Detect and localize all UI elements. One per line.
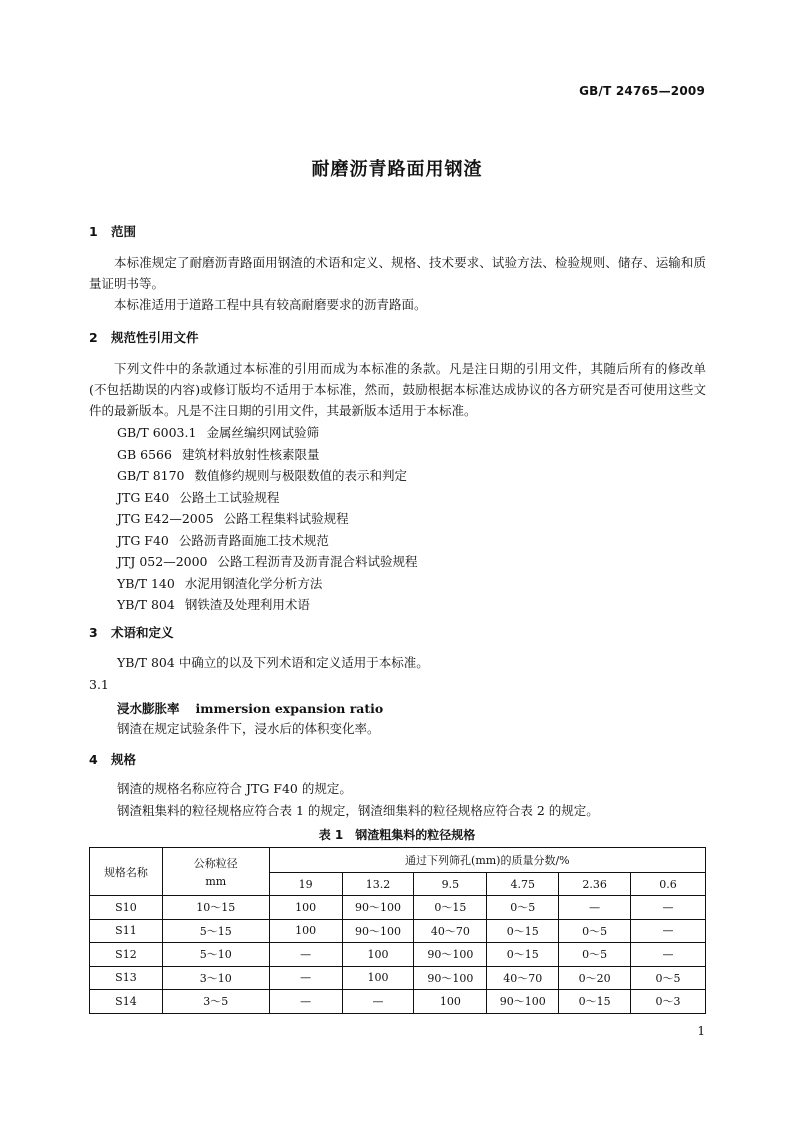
reference-code: JTG F40 [117,532,169,548]
value-cell: — [631,943,706,967]
reference-title: 公路沥青路面施工技术规范 [178,532,329,548]
value-cell: 40～70 [414,919,487,943]
sieve-size: 0.6 [631,873,706,896]
section-heading-references [89,330,199,346]
value-cell: 90～100 [342,896,414,920]
term-entry [117,699,383,717]
section-title: 术语和定义 [111,625,174,640]
sieve-size: 9.5 [414,873,487,896]
value-cell: 90～100 [414,966,487,990]
reference-code: JTJ 052—2000 [117,554,208,569]
reference-item [117,530,418,552]
value-cell: 0～20 [559,966,631,990]
reference-title: 公路工程集料试验规程 [223,511,349,526]
spec-name-cell: S11 [90,919,163,943]
section-number: 4 [89,752,98,767]
reference-title: 建筑材料放射性核素限量 [181,446,320,462]
value-cell: 0～15 [559,990,631,1014]
value-cell: — [269,990,342,1014]
reference-item [117,573,418,595]
term-chinese: 浸水膨胀率 [117,701,180,716]
term-number: 3.1 [89,677,109,692]
reference-code: GB/T 6003.1 [117,425,197,440]
reference-title: 公路土工试验规程 [179,489,280,505]
reference-code: JTG E40 [117,489,170,505]
section-title: 规格 [111,752,137,767]
value-cell: 0～15 [414,896,487,920]
reference-title: 金属丝编织网试验筛 [206,425,319,440]
term-definition: 钢渣在规定试验条件下，浸水后的体积变化率。 [117,721,380,736]
value-cell: 0～15 [487,943,559,967]
terms-intro: YB/T 804 中确立的以及下列术语和定义适用于本标准。 [117,655,429,670]
value-cell: — [269,966,342,990]
section-heading-spec [89,752,136,768]
document-title: 耐磨沥青路面用钢渣 [311,159,483,180]
term-english: immersion expansion ratio [195,701,384,716]
reference-item [117,508,418,530]
value-cell: 100 [269,919,342,943]
reference-list [117,422,418,616]
reference-item [117,444,418,466]
value-cell: 0～5 [631,966,706,990]
table-row [90,943,706,967]
value-cell: 100 [414,990,487,1014]
header-size-unit: mm [205,875,227,888]
value-cell: 90～100 [414,943,487,967]
value-cell: 0～15 [487,919,559,943]
table-caption-text: 钢渣粗集料的粒径规格 [355,828,476,842]
section-heading-scope [89,224,136,240]
value-cell: — [631,896,706,920]
page-number: 1 [697,1024,705,1038]
value-cell: 90～100 [487,990,559,1014]
spec-line-2: 钢渣粗集料的粒径规格应符合表 1 的规定，钢渣细集料的粒径规格应符合表 2 的规定。 [117,803,599,818]
table-row [90,966,706,990]
size-cell: 3～5 [162,990,269,1014]
spec-line-1: 钢渣的规格名称应符合 JTG F40 的规定。 [117,781,352,796]
scope-paragraph-2: 本标准适用于道路工程中具有较高耐磨要求的沥青路面。 [114,297,427,312]
reference-item [117,422,418,444]
section-heading-terms [89,625,174,641]
section-number: 3 [89,625,98,640]
header-size-label: 公称粒径 [193,857,238,870]
reference-code: GB/T 8170 [117,468,185,483]
spec-name-cell: S10 [90,896,163,920]
standard-code: GB/T 24765—2009 [579,84,705,98]
value-cell: 0～3 [631,990,706,1014]
header-spec-name: 规格名称 [90,848,163,896]
value-cell: 0～5 [559,943,631,967]
reference-title: 数值修约规则与极限数值的表示和判定 [194,468,408,483]
table-label: 表 1 [318,828,344,842]
table-row [90,896,706,920]
value-cell: — [269,943,342,967]
reference-item [117,487,418,509]
reference-code: YB/T 140 [117,575,175,591]
reference-item [117,594,418,616]
value-cell: 0～5 [559,919,631,943]
reference-code: JTG E42—2005 [117,511,214,526]
sieve-size: 19 [269,873,342,896]
size-cell: 3～10 [162,966,269,990]
spec-name-cell: S13 [90,966,163,990]
scope-paragraph-1: 本标准规定了耐磨沥青路面用钢渣的术语和定义、规格、技术要求、试验方法、检验规则、储存、运输和质量证明书等。 [89,255,706,291]
reference-code: YB/T 804 [117,597,175,612]
size-cell: 5～10 [162,943,269,967]
reference-title: 钢铁渣及处理利用术语 [184,597,310,612]
value-cell: 0～5 [487,896,559,920]
reference-item [117,465,418,487]
reference-title: 水泥用钢渣化学分析方法 [184,575,323,591]
value-cell: 100 [342,966,414,990]
spec-name-cell: S12 [90,943,163,967]
table-caption [0,826,794,843]
sieve-size: 2.36 [559,873,631,896]
reference-title: 公路工程沥青及沥青混合料试验规程 [217,554,418,569]
section-title: 规范性引用文件 [111,330,199,345]
value-cell: 100 [342,943,414,967]
value-cell: — [559,896,631,920]
table-row [90,919,706,943]
reference-code: GB 6566 [117,446,172,462]
value-cell: 40～70 [487,966,559,990]
value-cell: 100 [269,896,342,920]
table-row [90,990,706,1014]
value-cell: — [342,990,414,1014]
section-number: 1 [89,224,98,239]
sieve-size: 4.75 [487,873,559,896]
section-number: 2 [89,330,98,345]
reference-item [117,551,418,573]
value-cell: — [631,919,706,943]
spec-name-cell: S14 [90,990,163,1014]
size-cell: 5～15 [162,919,269,943]
sieve-size: 13.2 [342,873,414,896]
header-nominal-size [162,848,269,896]
references-intro: 下列文件中的条款通过本标准的引用而成为本标准的条款。凡是注日期的引用文件，其随后所有的修改单(不包括勘误的内容)或修订版均不适用于本标准，然而，鼓励根据本标准达成协议的各方研究是否可使用这些文件的最新版本。凡是不注日期的引用文件，其最新版本适用于本标准。 [89,361,706,418]
value-cell: 90～100 [342,919,414,943]
header-passing: 通过下列筛孔(mm)的质量分数/% [269,848,705,873]
size-cell: 10～15 [162,896,269,920]
section-title: 范围 [111,224,137,239]
gradation-table [89,847,706,1014]
